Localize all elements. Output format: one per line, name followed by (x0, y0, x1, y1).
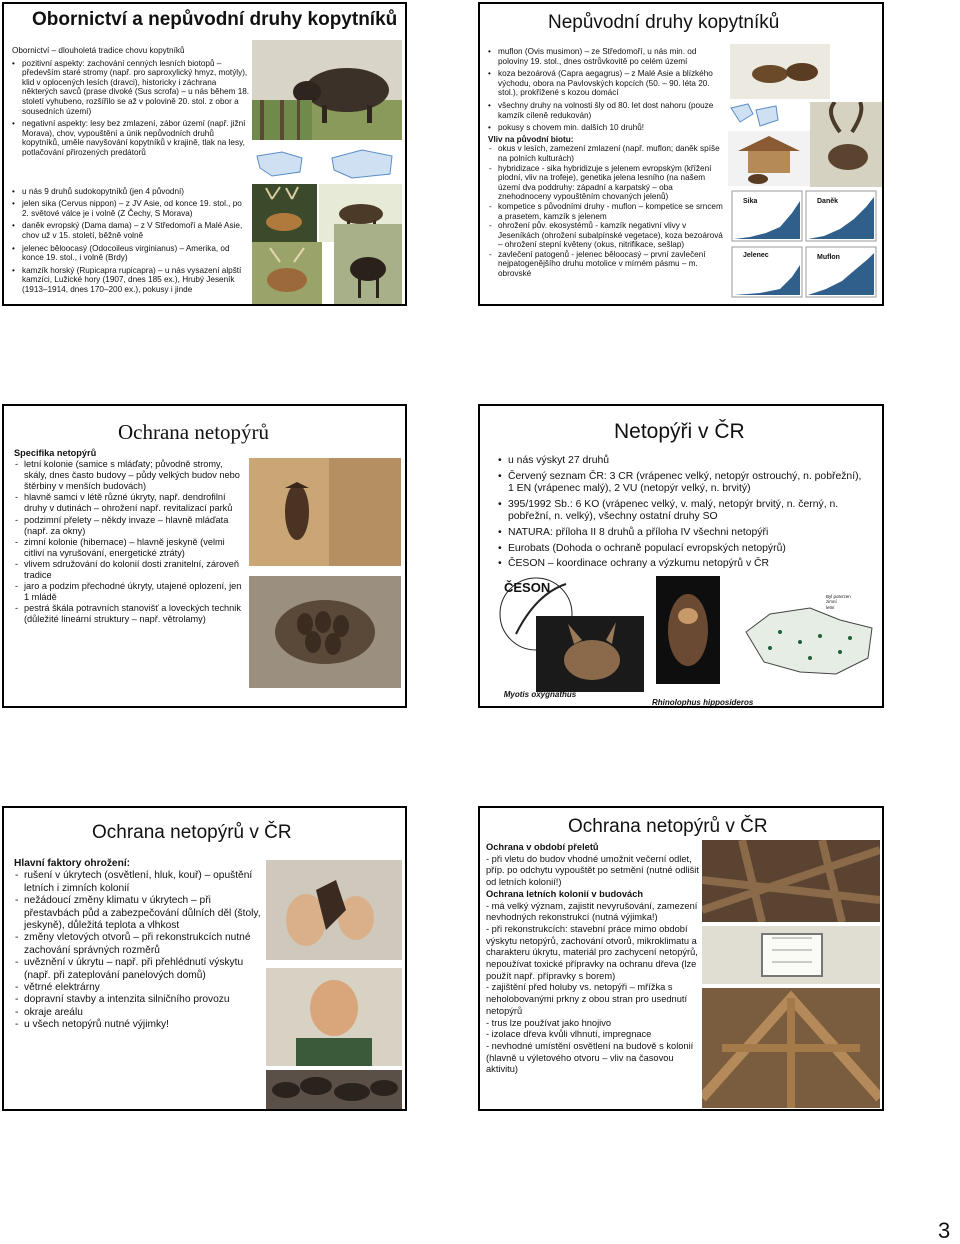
bullet-list (488, 47, 728, 133)
slide-title: Obornictví a nepůvodní druhy kopytníků (32, 9, 398, 30)
attic-beams-photo (702, 840, 880, 922)
bat-pile-photo (266, 1070, 402, 1110)
forest-photo (252, 100, 312, 140)
dash-item: - jaro a podzim přechodné úkryty, utajené oplození, jen 1 mládě (14, 581, 246, 603)
slide-ochrana-v-budovach (478, 806, 884, 1111)
dash-list (14, 870, 264, 1031)
slide-title: Ochrana netopýrů (118, 420, 270, 444)
body-line: - při vletu do budov vhodné umožnit večerní odlet, příp. po odchytu vypouštět po setmění (nutné odlišit od letních kolonií!) (486, 853, 699, 888)
bat-distribution-map (740, 592, 880, 692)
logo-text: ČESON (504, 580, 551, 595)
slide-body (14, 858, 264, 1032)
dash-item: - u všech netopýrů nutné výjimky! (14, 1019, 264, 1031)
bullet-item: • Červený seznam ČR: 3 CR (vrápenec velký, netopýr ostrouchý, n. pobřežní), 1 EN (vrápenec malý), 2 VU (netopýr velký, n. brvitý) (498, 471, 870, 496)
intro-text: Obornictví – dlouholetá tradice chovu kopytníků (12, 46, 185, 55)
dash-item: - ohrožení pův. ekosystémů - kamzík negativní vlivy v Jeseníkách (ohrožení subalpínské vegetace), koza bezoárová – ohrožení stepní květeny (okus, nitrifikace, sešlap) (488, 221, 728, 250)
bullet-item: • 395/1992 Sb.: 6 KO (vrápenec velký, v. malý, netopýr brvitý, n. černý, n. pobřežní, n. velký), všechny ostatní druhy SO (498, 499, 870, 524)
dash-item: - pestrá škála potravních stanovišť a loveckých technik (důležité lineární struktury – např. větrolamy) (14, 603, 246, 625)
population-charts (730, 189, 880, 301)
bat-window-photo (702, 926, 880, 984)
slide-body (488, 44, 728, 279)
bullet-list-bottom (12, 187, 250, 295)
goat-muflon-photo (730, 44, 830, 99)
body-line: - má velký význam, zajistit nevyrušování, zamezení nevhodných rekonstrukcí (nutná výjimka!) (486, 900, 698, 923)
section-heading: Ochrana v období přeletů (486, 842, 599, 852)
dash-item: - zimní kolonie (hibernace) – hlavně jeskyně (velmi citliví na vyrušování, energetické ztráty) (14, 537, 246, 559)
slide-ochrana-netopyru (2, 404, 407, 708)
bullet-item: • NATURA: příloha II 8 druhů a příloha IV všechni netopýři (498, 527, 870, 540)
dash-item: - dopravní stavby a intenzita silničního provozu (14, 994, 264, 1006)
bullet-item: • daněk evropský (Dama dama) – z V Středomoří a Malé Asie, chov už v 15. století, běžně volně (12, 221, 250, 240)
distribution-maps (252, 146, 402, 182)
bat-hanging-photo (249, 458, 401, 566)
bullet-item: • jelenec běloocasý (Odocoileus virginianus) – Amerika, od konce 19. stol., i volně (Brdy) (12, 244, 250, 263)
bat-cluster-photo (249, 576, 401, 688)
bullet-item: • u nás výskyt 27 druhů (498, 455, 870, 468)
dash-item: - uvěznění v úkrytu – např. při přehlédnutí výskytu (např. při zateplování panelových domů) (14, 957, 264, 982)
bullet-item: • muflon (Ovis musimon) – ze Středomoří, u nás min. od poloviny 19. stol., dnes ostrůvkovitě po celém území (488, 47, 728, 66)
body-line: - při rekonstrukcích: stavební práce mimo období výskytu netopýrů, zachování otvorů, mikroklimatu a charakteru úkrytu, materiál pro zachycení netopýrů, nepoužívat toxické přípravky na ochranu dřeva (lze použít např. přípravky s borem) (486, 923, 698, 981)
slide-title: Ochrana netopýrů v ČR (568, 816, 768, 837)
slide-title: Ochrana netopýrů v ČR (92, 822, 292, 843)
dash-item: - okraje areálu (14, 1007, 264, 1019)
chart-label-muflon: Muflon (814, 253, 843, 262)
chart-label-danek: Daněk (814, 197, 841, 206)
body-line: - nevhodné umístění osvětlení na budově s kolonií (hlavně u výletového otvoru – vliv na časovou aktivitu) (486, 1040, 694, 1075)
myotis-photo (536, 616, 644, 692)
body-line: - izolace dřeva kvůli vlhnutí, impregnace (486, 1029, 652, 1040)
bezoar-goat-photo (810, 102, 882, 187)
dash-list (14, 459, 246, 625)
dash-item: - podzimní přelety – někdy invaze – hlavně mláďata (např. za okny) (14, 515, 246, 537)
slide-faktory-ohrozeni (2, 806, 407, 1111)
slide-title: Netopýři v ČR (614, 420, 745, 443)
slide-body (498, 452, 870, 571)
bullet-list (498, 455, 870, 571)
chart-label-jelenec: Jelenec (740, 251, 772, 260)
section-heading: Ochrana letních kolonií v budovách (486, 888, 644, 899)
roof-truss-photo (702, 988, 880, 1108)
slide-title: Nepůvodní druhy kopytníků (548, 12, 780, 33)
dash-item: - hybridizace - sika hybridizuje s jelenem evropským (křížení plodní, vliv na trofeje), genetika jelena lesního (na našem území dva poddruhy: západní a karpatský – oba znehodnoceny vypouštěním chovaných jelenů) (488, 164, 728, 202)
bullet-item: • jelen sika (Cervus nippon) – z JV Asie, od konce 19. stol., po 2. světové válce je i volně (Z Čechy, S Morava) (12, 199, 250, 218)
dash-item: - vlivem sdružování do kolonií dosti zranitelní, zároveň tradice (14, 559, 246, 581)
bullet-item: • všechny druhy na volnosti šly od 80. let dost nahoru (pouze kamzík cíleně redukován) (488, 101, 728, 120)
bullet-item: • ČESON – koordinace ochrany a výzkumu netopýrů v ČR (498, 558, 870, 571)
caption-rhinolophus: Rhinolophus hipposideros (652, 698, 754, 707)
dash-item: - hlavně samci v létě různé úkryty, např. dendrofilní druhy v dutinách – ohrožení např. revitalizací parků (14, 492, 246, 514)
body-line: - trus lze používat jako hnojivo (486, 1017, 612, 1028)
slide-body (12, 46, 250, 294)
bullet-item: • negativní aspekty: lesy bez zmlazení, zábor území (např. jižní Morava), chov, vypouštění a únik nepůvodních druhů kopytníků, uměle navyšování kopytníků v krajině, tlak na lesy, potlačování přirozených predátorů (12, 119, 250, 157)
bullet-item: • pozitivní aspekty: zachování cenných lesních biotopů – především staré stromy (např. pro saproxylický hmyz, motýly), klid v oplocených lesích (dravci), historicky i záchrana některých savců (prase divoké (Sus scrofa) – u nás během 18. století vyhubeno, rozšířilo se až v polovině 20. stol. z obor a sousedních území) (12, 59, 250, 117)
dash-item: - letní kolonie (samice s mláďaty; původně stromy, skály, dnes často budovy – půdy velkých budov nebo štěrbiny v menších budovách) (14, 459, 246, 492)
bat-in-hand-photo (266, 860, 402, 960)
chart-label-sika: Sika (740, 197, 760, 206)
subheading: Specifika netopýrů (14, 448, 97, 458)
bullet-item: • Eurobats (Dohoda o ochraně populací evropských netopýrů) (498, 543, 870, 556)
page-number: 3 (938, 1218, 951, 1243)
bullet-list-top (12, 59, 250, 158)
researcher-photo (266, 968, 402, 1066)
dash-list (488, 144, 728, 278)
fallow-deer-photo (252, 184, 317, 244)
map-legend: Byl potvrzen zimní letní (826, 594, 851, 610)
dash-item: - změny vletových otvorů – při rekonstrukcích nutné zachování správných rozměrů (14, 932, 264, 957)
white-tailed-deer-photo (252, 242, 322, 306)
dash-item: - kompetice s původními druhy - muflon – kompetice se srncem a prasetem, kamzík s jelenem (488, 202, 728, 221)
dash-item: - okus v lesích, zamezení zmlazení (např. muflon; daněk spíše na polních kulturách) (488, 144, 728, 163)
subheading: Hlavní faktory ohrožení: (14, 858, 131, 869)
distribution-maps (728, 100, 780, 130)
rhinolophus-photo (656, 576, 720, 684)
slide-body (486, 842, 700, 1076)
dash-item: - zavlečení patogenů - jelenec běloocasý – první zavlečení nejpatogenějšího druhu motolice v mírném pásmu – m. obrovské (488, 250, 728, 279)
bullet-item: • kamzík horský (Rupicapra rupicapra) – u nás vysazení alpští kamzíci, Lužické hory (1907, dnes 185 ex.), Hrubý Jeseník (1913–1914, dnes 170–200 ex.), pokusy i jinde (12, 266, 250, 295)
bullet-item: • u nás 9 druhů sudokopytníků (jen 4 původní) (12, 187, 250, 197)
bullet-item: • koza bezoárová (Capra aegagrus) – z Malé Asie a blízkého východu, obora na Pavlovských kopcích (50. – 90. léta 20. stol.), prokřížené s kozou domácí (488, 69, 728, 98)
slide-nepuvodni-druhy (478, 2, 884, 306)
chamois-photo (334, 224, 402, 306)
slide-obornictvi (2, 2, 407, 306)
slide-netopyri-v-cr (478, 404, 884, 708)
slide-body (14, 448, 246, 626)
dash-item: - nežádoucí změny klimatu v úkrytech – při přestavbách půd a zabezpečování důlních děl (štoly, jeskyně), důležitá teplota a vlhkost (14, 895, 264, 932)
caption-myotis: Myotis oxygnathus (503, 690, 577, 699)
subheading: Vliv na původní biotu: (488, 134, 574, 144)
feeding-station-photo (728, 131, 810, 186)
bullet-item: • pokusy s chovem min. dalších 10 druhů! (488, 123, 728, 133)
dash-item: - rušení v úkrytech (osvětlení, hluk, kouř) – opuštění letních i zimních kolonií (14, 870, 264, 895)
dash-item: - větrné elektrárny (14, 982, 264, 994)
body-line: - zajištění před holuby vs. netopýři – mřížka s neholobovanými prkny z obou stran pro usednutí netopýrů (486, 982, 688, 1016)
